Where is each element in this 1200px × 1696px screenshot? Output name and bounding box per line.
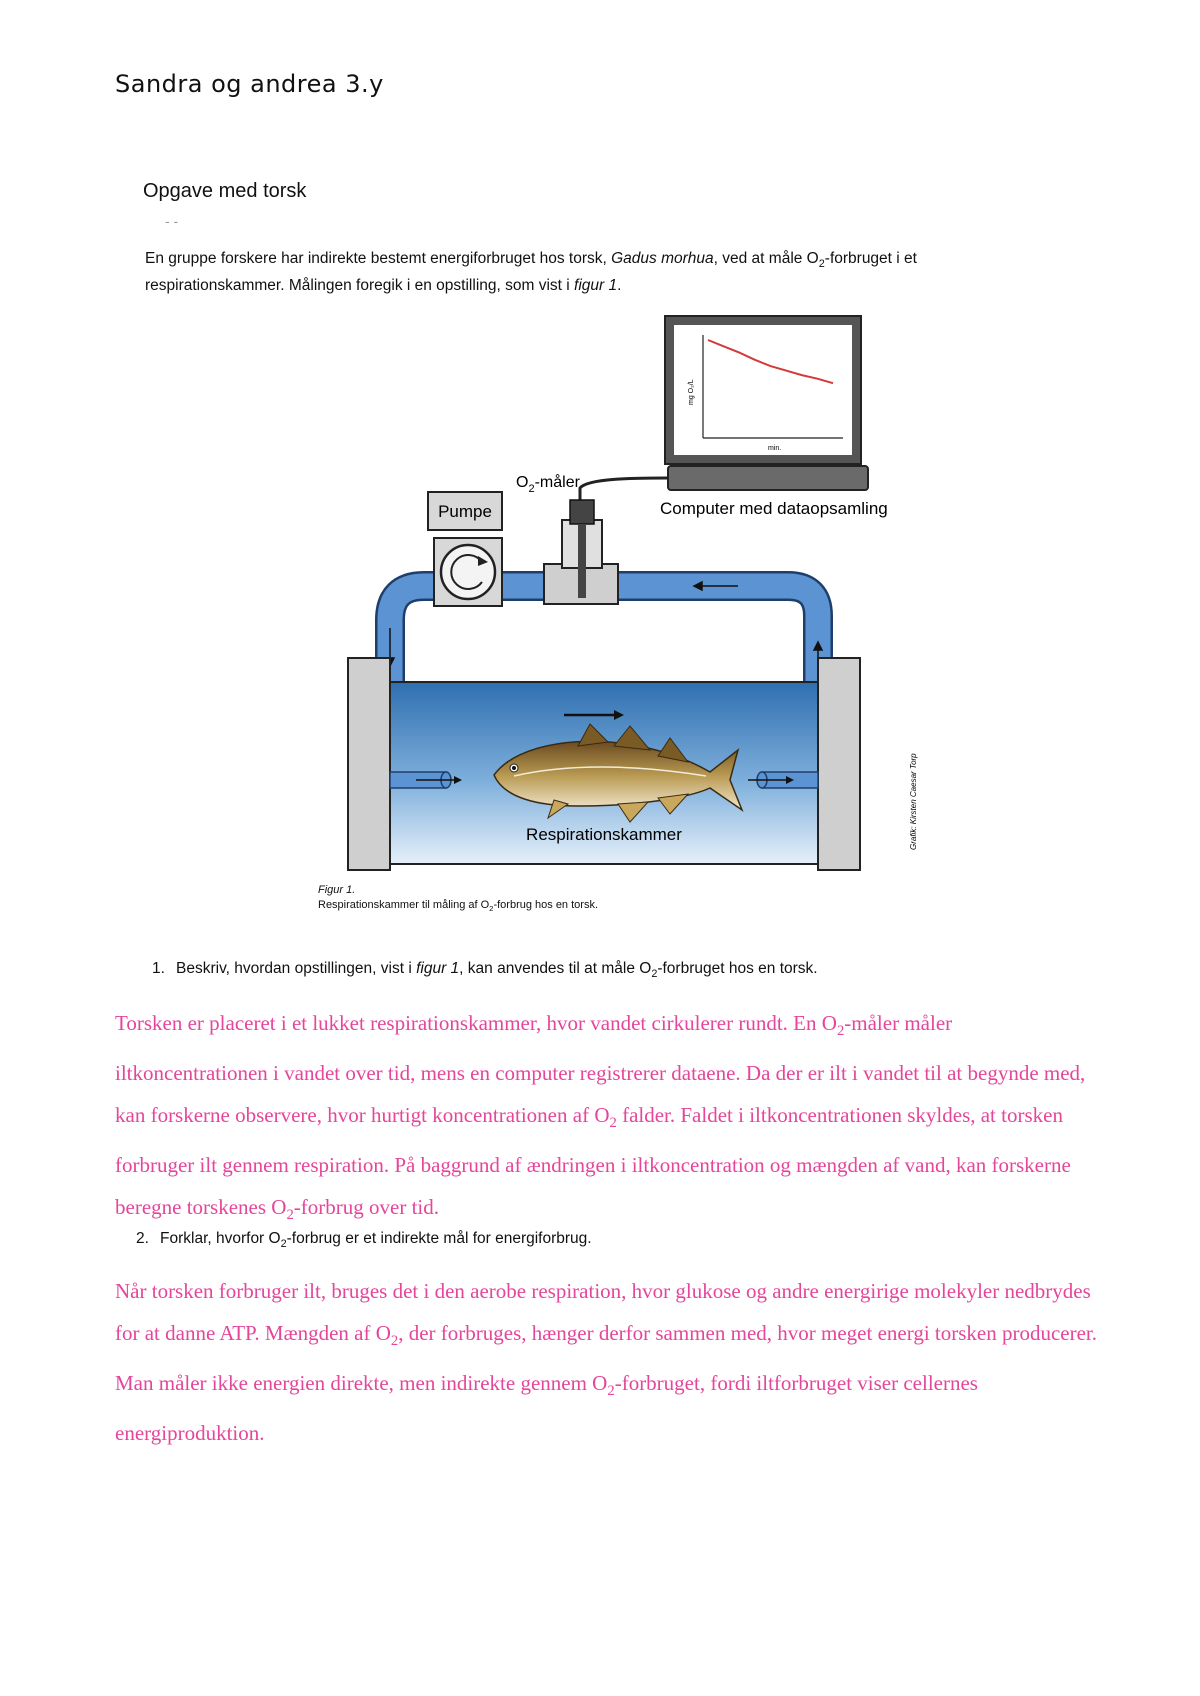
- header-dashes: - -: [165, 213, 179, 229]
- chamber-end-left: [348, 658, 390, 870]
- answer-1: [115, 1002, 1100, 1237]
- figure-credit: Grafik: Kirsten Caesar Torp: [909, 753, 918, 850]
- monitor-screen: [674, 325, 852, 455]
- sensor-cable: [580, 478, 668, 500]
- figure-caption: [318, 883, 598, 916]
- figure-caption-a: Respirationskammer til måling af O: [318, 899, 490, 911]
- outlet-right: [748, 772, 818, 788]
- sensor-label-sub: 2: [528, 483, 535, 495]
- answer-1-sub1: 2: [836, 1023, 845, 1040]
- answer-1-a: Torsken er placeret i et lukket respirationskammer, hvor vandet cirkulerer rundt. En O: [115, 1011, 837, 1035]
- fish-pupil: [512, 766, 516, 770]
- intro-text-4: .: [617, 277, 622, 295]
- figure-caption-sub: 2: [489, 904, 494, 914]
- intro-text-1: En gruppe forskere har indirekte bestemt energiforbruget hos torsk,: [145, 250, 612, 267]
- section-title: Opgave med torsk: [143, 180, 307, 202]
- question-1: [152, 960, 818, 980]
- question-2-sub: 2: [280, 1238, 287, 1251]
- sensor-label-a: O: [516, 474, 529, 491]
- figure-caption-b: -forbrug hos en torsk.: [493, 899, 599, 911]
- author-line: Sandra og andrea 3.y: [115, 70, 384, 98]
- pump-rotor: [441, 545, 495, 599]
- question-2: [136, 1230, 592, 1250]
- answer-2: [115, 1270, 1100, 1454]
- o2-sensor: [544, 500, 618, 604]
- answer-1-b: -måler måler iltkoncentrationen i vandet over tid, mens en computer registrerer dataene. Da der er ilt i vandet til at begynde med, kan forskerne observere, hvor hurtigt koncentrationen af O: [115, 1011, 1086, 1128]
- question-1-text-b: , kan anvendes til at måle O: [459, 960, 652, 977]
- respiration-chamber-figure: [318, 310, 928, 880]
- answer-1-c: falder. Faldet i iltkoncentrationen skyldes, at torsken forbruger ilt gennem respiration. På baggrund af ændringen i iltkoncentration og mængden af vand, kan forskerne beregne torskenes O: [115, 1103, 1071, 1220]
- question-2-text-b: -forbrug er et indirekte mål for energiforbrug.: [286, 1230, 592, 1247]
- computer-monitor: [665, 316, 868, 490]
- graph-ylabel: mg O₂/L: [688, 379, 695, 405]
- question-1-fig-ref: figur 1: [416, 960, 460, 977]
- answer-1-sub2: 2: [609, 1115, 617, 1132]
- graph-xlabel: min.: [768, 445, 782, 452]
- answer-2-sub1: 2: [390, 1333, 399, 1350]
- answer-1-d: -forbrug over tid.: [293, 1195, 439, 1220]
- intro-sub: 2: [818, 258, 825, 271]
- answer-2-b: , der forbruges, hænger derfor sammen med, hvor meget energi torsken producerer. Man måler ikke energien direkte, men indirekte gennem O: [115, 1321, 1098, 1396]
- question-2-number: 2.: [136, 1230, 149, 1247]
- answer-2-sub2: 2: [607, 1383, 615, 1400]
- intro-fig-ref: figur 1: [574, 277, 618, 295]
- answer-2-c: -forbruget, fordi iltforbruget viser cellernes energiproduktion.: [115, 1371, 978, 1446]
- answer-1-sub3: 2: [286, 1207, 294, 1224]
- question-1-text-c: -forbruget hos en torsk.: [657, 960, 818, 977]
- figure-caption-title: Figur 1.: [318, 884, 356, 896]
- intro-text-3: -forbruget i et respirationskammer. Målingen foregik i en opstilling, som vist i: [145, 250, 917, 295]
- sensor-label: [516, 473, 581, 495]
- pump: [428, 492, 502, 606]
- computer-label: Computer med dataopsamling: [660, 499, 888, 518]
- sensor-probe: [578, 524, 586, 598]
- sensor-label-b: -måler: [534, 474, 580, 491]
- species-name: Gadus morhua: [611, 250, 714, 267]
- question-1-text-a: Beskriv, hvordan opstillingen, vist i: [176, 960, 417, 977]
- question-1-number: 1.: [152, 960, 165, 977]
- intro-text-2: , ved at måle O: [713, 250, 819, 267]
- question-2-text-a: Forklar, hvorfor O: [160, 1230, 281, 1247]
- chamber-label: Respirationskammer: [526, 825, 682, 844]
- keyboard-base: [668, 466, 868, 490]
- answer-2-a: Når torsken forbruger ilt, bruges det i den aerobe respiration, hvor glukose og andre energirige molekyler nedbrydes for at danne ATP. Mængden af O: [115, 1279, 1091, 1345]
- chamber-end-right: [818, 658, 860, 870]
- intro-paragraph: [145, 248, 1045, 296]
- pump-label: Pumpe: [438, 502, 492, 521]
- question-1-sub: 2: [651, 968, 658, 981]
- sensor-head: [570, 500, 594, 524]
